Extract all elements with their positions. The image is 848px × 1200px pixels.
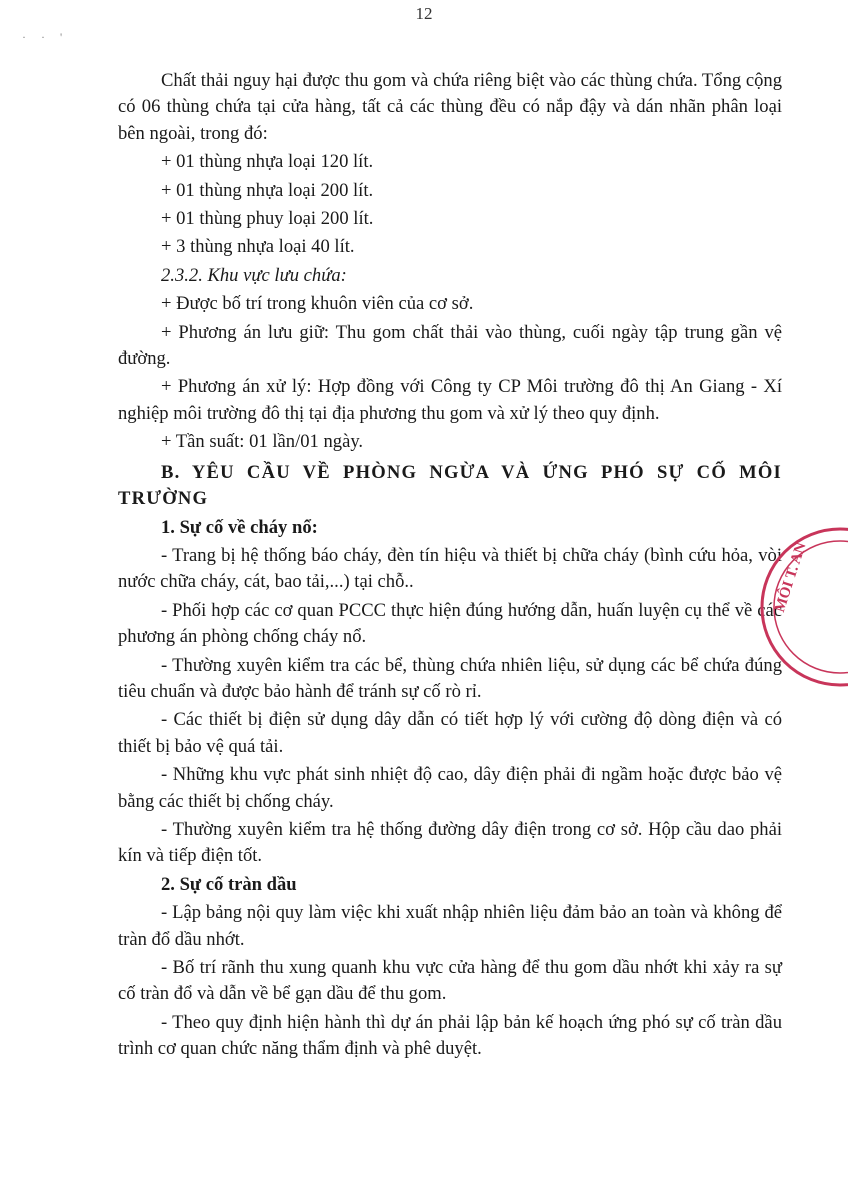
paragraph: + Được bố trí trong khuôn viên của cơ sở. — [161, 293, 474, 315]
paragraph: + Phương án lưu giữ: Thu gom chất thải vào thùng, cuối ngày tập trung gần vệ đường. — [118, 321, 782, 370]
paragraph: + 01 thùng phuy loại 200 lít. — [161, 208, 374, 230]
paragraph: + Tần suất: 01 lần/01 ngày. — [161, 431, 364, 453]
paragraph: - Trang bị hệ thống báo cháy, đèn tín hiệu và thiết bị chữa cháy (bình cứu hỏa, vòi nước chữa cháy, cát, bao tải,...) tại chỗ.. — [118, 544, 782, 593]
paragraph: Chất thải nguy hại được thu gom và chứa riêng biệt vào các thùng chứa. Tổng cộng có 06 thùng chứa tại cửa hàng, tất cả các thùng đều có nắp đậy và dán nhãn phân loại bên ngoài, trong đó: — [118, 70, 782, 144]
paragraph: 2.3.2. Khu vực lưu chứa: — [161, 264, 347, 286]
page-number: 12 — [415, 4, 433, 23]
paragraph: - Theo quy định hiện hành thì dự án phải lập bản kế hoạch ứng phó sự cố tràn dầu trình cơ quan chức năng thẩm định và phê duyệt. — [118, 1011, 782, 1060]
paragraph: 2. Sự cố tràn dầu — [161, 873, 297, 895]
paragraph: - Bố trí rãnh thu xung quanh khu vực cửa hàng để thu gom dầu nhớt khi xảy ra sự cố tràn đổ và dẫn về bể gạn dầu để thu gom. — [118, 957, 782, 1005]
paragraph: + 3 thùng nhựa loại 40 lít. — [161, 236, 355, 258]
paragraph: - Thường xuyên kiểm tra hệ thống đường dây điện trong cơ sở. Hộp cầu dao phải kín và tiếp điện tốt. — [118, 818, 782, 867]
document-body — [118, 68, 782, 1065]
stamp-text: MÔI T. AN — [772, 540, 810, 615]
paragraph: - Thường xuyên kiểm tra các bể, thùng chứa nhiên liệu, sử dụng các bể chứa đúng tiêu chuẩn và được bảo hành để tránh sự cố rò rỉ. — [118, 654, 782, 702]
paragraph: - Phối hợp các cơ quan PCCC thực hiện đúng hướng dẫn, huấn luyện cụ thể về các phương án phòng chống cháy nổ. — [118, 599, 782, 648]
paragraph: + 01 thùng nhựa loại 200 lít. — [161, 179, 374, 201]
paragraph: B. YÊU CẦU VỀ PHÒNG NGỪA VÀ ỨNG PHÓ SỰ CỐ MÔI TRƯỜNG — [118, 461, 782, 510]
paragraph: 1. Sự cố về cháy nổ: — [161, 516, 318, 538]
paragraph: - Lập bảng nội quy làm việc khi xuất nhập nhiên liệu đảm bảo an toàn và không để tràn đổ dầu nhớt. — [118, 902, 782, 950]
paragraph: + Phương án xử lý: Hợp đồng với Công ty CP Môi trường đô thị An Giang - Xí nghiệp môi trường đô thị tại địa phương thu gom và xử lý theo quy định. — [118, 376, 782, 424]
paragraph: + 01 thùng nhựa loại 120 lít. — [161, 151, 374, 173]
paragraph: - Những khu vực phát sinh nhiệt độ cao, dây điện phải đi ngầm hoặc được bảo vệ bằng các thiết bị chống cháy. — [118, 764, 782, 812]
scan-marks: · · ' — [22, 30, 69, 44]
paragraph: - Các thiết bị điện sử dụng dây dẫn có tiết hợp lý với cường độ dòng điện và có thiết bị bảo vệ quá tải. — [118, 709, 782, 757]
